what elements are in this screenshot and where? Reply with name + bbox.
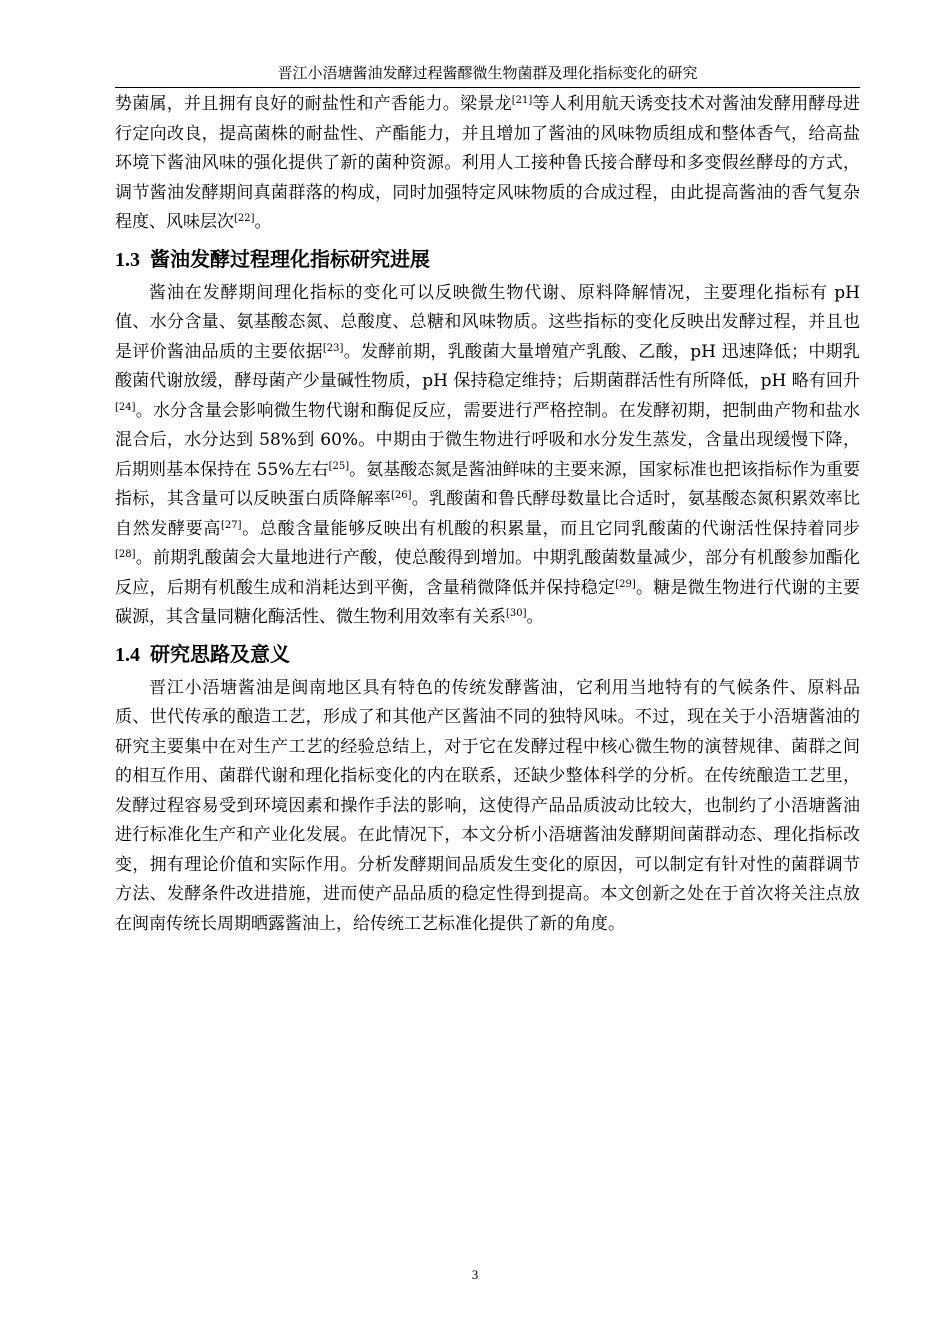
citation-30[interactable]: [30] xyxy=(506,608,527,619)
text-run: 。总酸含量能够反映出有机酸的积累量，而且它同乳酸菌的代谢活性保持着同步 xyxy=(241,518,861,539)
section-number: 1.4 xyxy=(115,643,140,666)
citation-23[interactable]: [23] xyxy=(322,342,344,354)
section-title: 研究思路及意义 xyxy=(150,641,290,666)
section-number: 1.3 xyxy=(115,248,140,271)
text-run: 。水分含量会影响微生物代谢和酶促反应，需要进行严格控制。在发酵初期，把制曲产物和盐水混合后，水分达到 58%到 60%。中期由于微生物进行呼吸和水分发生蒸发，含量出现缓慢下降，后期则基本保持在 55%左右 xyxy=(115,400,860,480)
text-run: 。发酵前期，乳酸菌大量增殖产乳酸、乙酸，pH 迅速降低；中期乳酸菌代谢放缓，酵母菌产少量碱性物质，pH 保持稳定维持；后期菌群活性有所降低，pH 略有回升 xyxy=(115,341,860,391)
section-title: 酱油发酵过程理化指标研究进展 xyxy=(150,246,430,271)
section-1-4-paragraph: 晋江小浯塘酱油是闽南地区具有特色的传统发酵酱油，它利用当地特有的气候条件、原料品质、世代传承的酿造工艺，形成了和其他产区酱油不同的独特风味。不过，现在关于小浯塘酱油的研究主要集中在对生产工艺的经验总结上，对于它在发酵过程中核心微生物的演替规律、菌群之间的相互作用、菌群代谢和理化指标变化的内在联系，还缺少整体科学的分析。在传统酿造工艺里，发酵过程容易受到环境因素和操作手法的影响，这使得产品品质波动比较大，也制约了小浯塘酱油进行标准化生产和产业化发展。在此情况下，本文分析小浯塘酱油发酵期间菌群动态、理化指标改变，拥有理论价值和实际作用。分析发酵期间品质发生变化的原因，可以制定有针对性的菌群调节方法、发酵条件改进措施，进而使产品品质的稳定性得到提高。本文创新之处在于首次将关注点放在闽南传统长周期晒露酱油上，给传统工艺标准化提供了新的角度。 xyxy=(115,677,860,934)
citation-28[interactable]: [28] xyxy=(115,549,136,560)
citation-27[interactable]: [27] xyxy=(221,519,242,531)
text-run: 。前期乳酸菌会大量地进行产酸，使总酸得到增加。中期乳酸菌数量减少，部分有机酸参加酯化反应，后期有机酸生成和消耗达到平衡，含量稍微降低并保持稳定 xyxy=(115,548,860,598)
citation-29[interactable]: [29] xyxy=(615,578,636,590)
text-run: 。 xyxy=(526,607,544,627)
text-run: 等人利用航天诱变技术对酱油发酵用酵母进行定向改良，提高菌株的耐盐性、产酯能力，并且增加了酱油的风味物质组成和整体香气，给高盐环境下酱油风味的强化提供了新的菌种资源。利用人工接种鲁氏接合酵母和多变假丝酵母的方式，调节酱油发酵期间真菌群落的构成，同时加强特定风味物质的合成过程，由此提高酱油的香气复杂程度、风味层次 xyxy=(115,94,861,232)
section-1-3-paragraph xyxy=(115,279,860,633)
citation-24[interactable]: [24] xyxy=(115,401,136,413)
citation-22[interactable]: [22] xyxy=(234,213,255,224)
text-run: 。 xyxy=(254,212,272,232)
text-run: 。氨基酸态氮是酱油鲜味的主要来源，国家标准也把该指标作为重要指标，其含量可以反映蛋白质降解率 xyxy=(115,459,860,509)
continued-paragraph xyxy=(115,90,860,238)
citation-21[interactable]: [21] xyxy=(511,95,533,106)
header-rule xyxy=(115,87,860,88)
text-run: 。乳酸菌和鲁氏酵母数量比合适时，氨基酸态氮积累效率比自然发酵要高 xyxy=(115,489,861,539)
page-body xyxy=(115,90,860,939)
page-number: 3 xyxy=(471,1267,479,1282)
text-run: 势菌属，并且拥有良好的耐盐性和产香能力。梁景龙 xyxy=(115,94,512,114)
running-header: 晋江小浯塘酱油发酵过程酱醪微生物菌群及理化指标变化的研究 xyxy=(277,64,698,82)
section-heading-1-3 xyxy=(115,240,860,279)
section-heading-1-4 xyxy=(115,635,860,674)
citation-25[interactable]: [25] xyxy=(328,460,350,472)
text-run: 酱油在发酵期间理化指标的变化可以反映微生物代谢、原料降解情况，主要理化指标有 pH 值、水分含量、氨基酸态氮、总酸度、总糖和风味物质。这些指标的变化反映出发酵过程，并且也是评价酱油品质的主要依据 xyxy=(115,282,860,362)
text-run: 。糖是微生物进行代谢的主要碳源，其含量同糖化酶活性、微生物利用效率有关系 xyxy=(115,577,861,627)
citation-26[interactable]: [26] xyxy=(391,490,412,501)
